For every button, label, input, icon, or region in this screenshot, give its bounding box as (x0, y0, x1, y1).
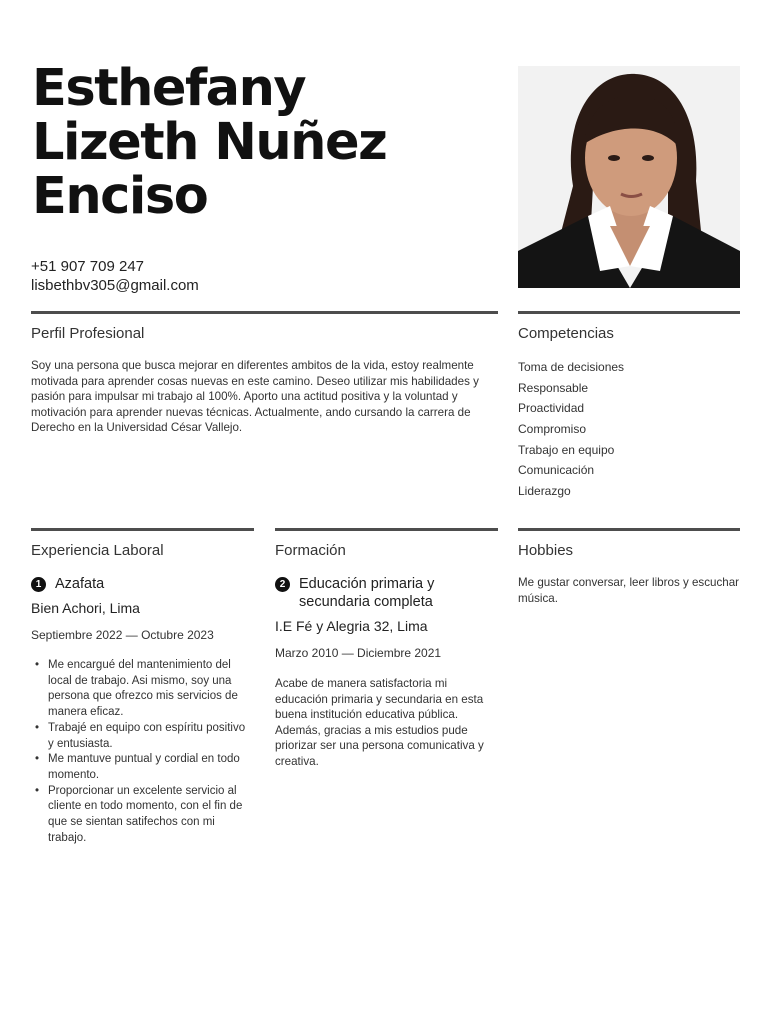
competencias-list (518, 357, 740, 502)
job-bullet: • Proporcionar un excelente servicio al cliente en todo momento, con el fin de que se sientan satifechos con mi trabajo. (31, 784, 254, 847)
hobbies-text: Me gustar conversar, leer libros y escuchar música. (518, 576, 740, 605)
perfil-section (31, 311, 498, 436)
formacion-text: Acabe de manera satisfactoria mi educación primaria y secundaria en esta buena institución educativa pública. Además, gracias a mis estudios pude priorizar ser una persona comunicativa y creativa. (275, 677, 484, 768)
competencia-item: Liderazgo (518, 484, 571, 499)
profile-photo (518, 66, 740, 288)
perfil-divider (31, 311, 498, 314)
degree-title: Educación primaria y secundaria completa (299, 576, 435, 610)
school-name: I.E Fé y Alegria 32, Lima (275, 618, 428, 634)
perfil-text: Soy una persona que busca mejorar en diferentes ambitos de la vida, estoy realmente motivada para aprender cosas nuevas en este camino. Deseo utilizar mis habilidades y pasión para impulsar mi trabajo al 100%. Aporto una actitud positiva y la voluntad y motivación para aprender nuevas técnicas. Actualmente, ando cursando la carrera de Derecho en la Universidad César Vallejo. (31, 359, 479, 435)
hobbies-divider (518, 528, 740, 531)
employer: Bien Achori, Lima (31, 600, 140, 616)
formacion-divider (275, 528, 498, 531)
phone: +51 907 709 247 (31, 258, 145, 275)
full-name (32, 59, 502, 226)
contact-info (31, 257, 199, 295)
study-dates: Marzo 2010 — Diciembre 2021 (275, 646, 442, 660)
name-line-3: Enciso (32, 167, 208, 226)
hobbies-section (518, 528, 740, 606)
competencia-item: Toma de decisiones (518, 360, 625, 374)
job-dates: Septiembre 2022 — Octubre 2023 (31, 628, 214, 642)
job-bullet: • Trabajé en equipo con espíritu positivo y entusiasta. (31, 721, 254, 752)
competencia-item: Comunicación (518, 463, 595, 478)
hobbies-title: Hobbies (518, 542, 574, 559)
formacion-section (275, 528, 498, 770)
entry-number-badge: 2 (275, 577, 290, 592)
experiencia-entry-head (31, 575, 254, 593)
perfil-title: Perfil Profesional (31, 325, 145, 342)
competencias-divider (518, 311, 740, 314)
job-bullet: • Me mantuve puntual y cordial en todo momento. (31, 752, 254, 783)
name-line-1: Esthefany (32, 59, 306, 118)
experiencia-section (31, 528, 254, 846)
email[interactable]: lisbethbv305@gmail.com (31, 277, 199, 294)
formacion-entry-head (275, 575, 498, 611)
competencias-title: Competencias (518, 325, 614, 342)
competencia-item: Compromiso (518, 422, 587, 437)
job-bullets (31, 658, 254, 846)
name-line-2: Lizeth Nuñez (32, 113, 387, 172)
competencia-item: Proactividad (518, 401, 585, 416)
formacion-title: Formación (275, 542, 346, 559)
competencia-item: Responsable (518, 380, 589, 395)
experiencia-divider (31, 528, 254, 531)
experiencia-title: Experiencia Laboral (31, 542, 164, 559)
competencias-section (518, 311, 740, 502)
competencia-item: Trabajo en equipo (518, 442, 615, 457)
entry-number-badge: 1 (31, 577, 46, 592)
job-bullet: • Me encargué del mantenimiento del local de trabajo. Asi mismo, soy una persona que ofrezco mis servicios de manera eficaz. (31, 658, 254, 721)
job-title: Azafata (55, 576, 105, 592)
